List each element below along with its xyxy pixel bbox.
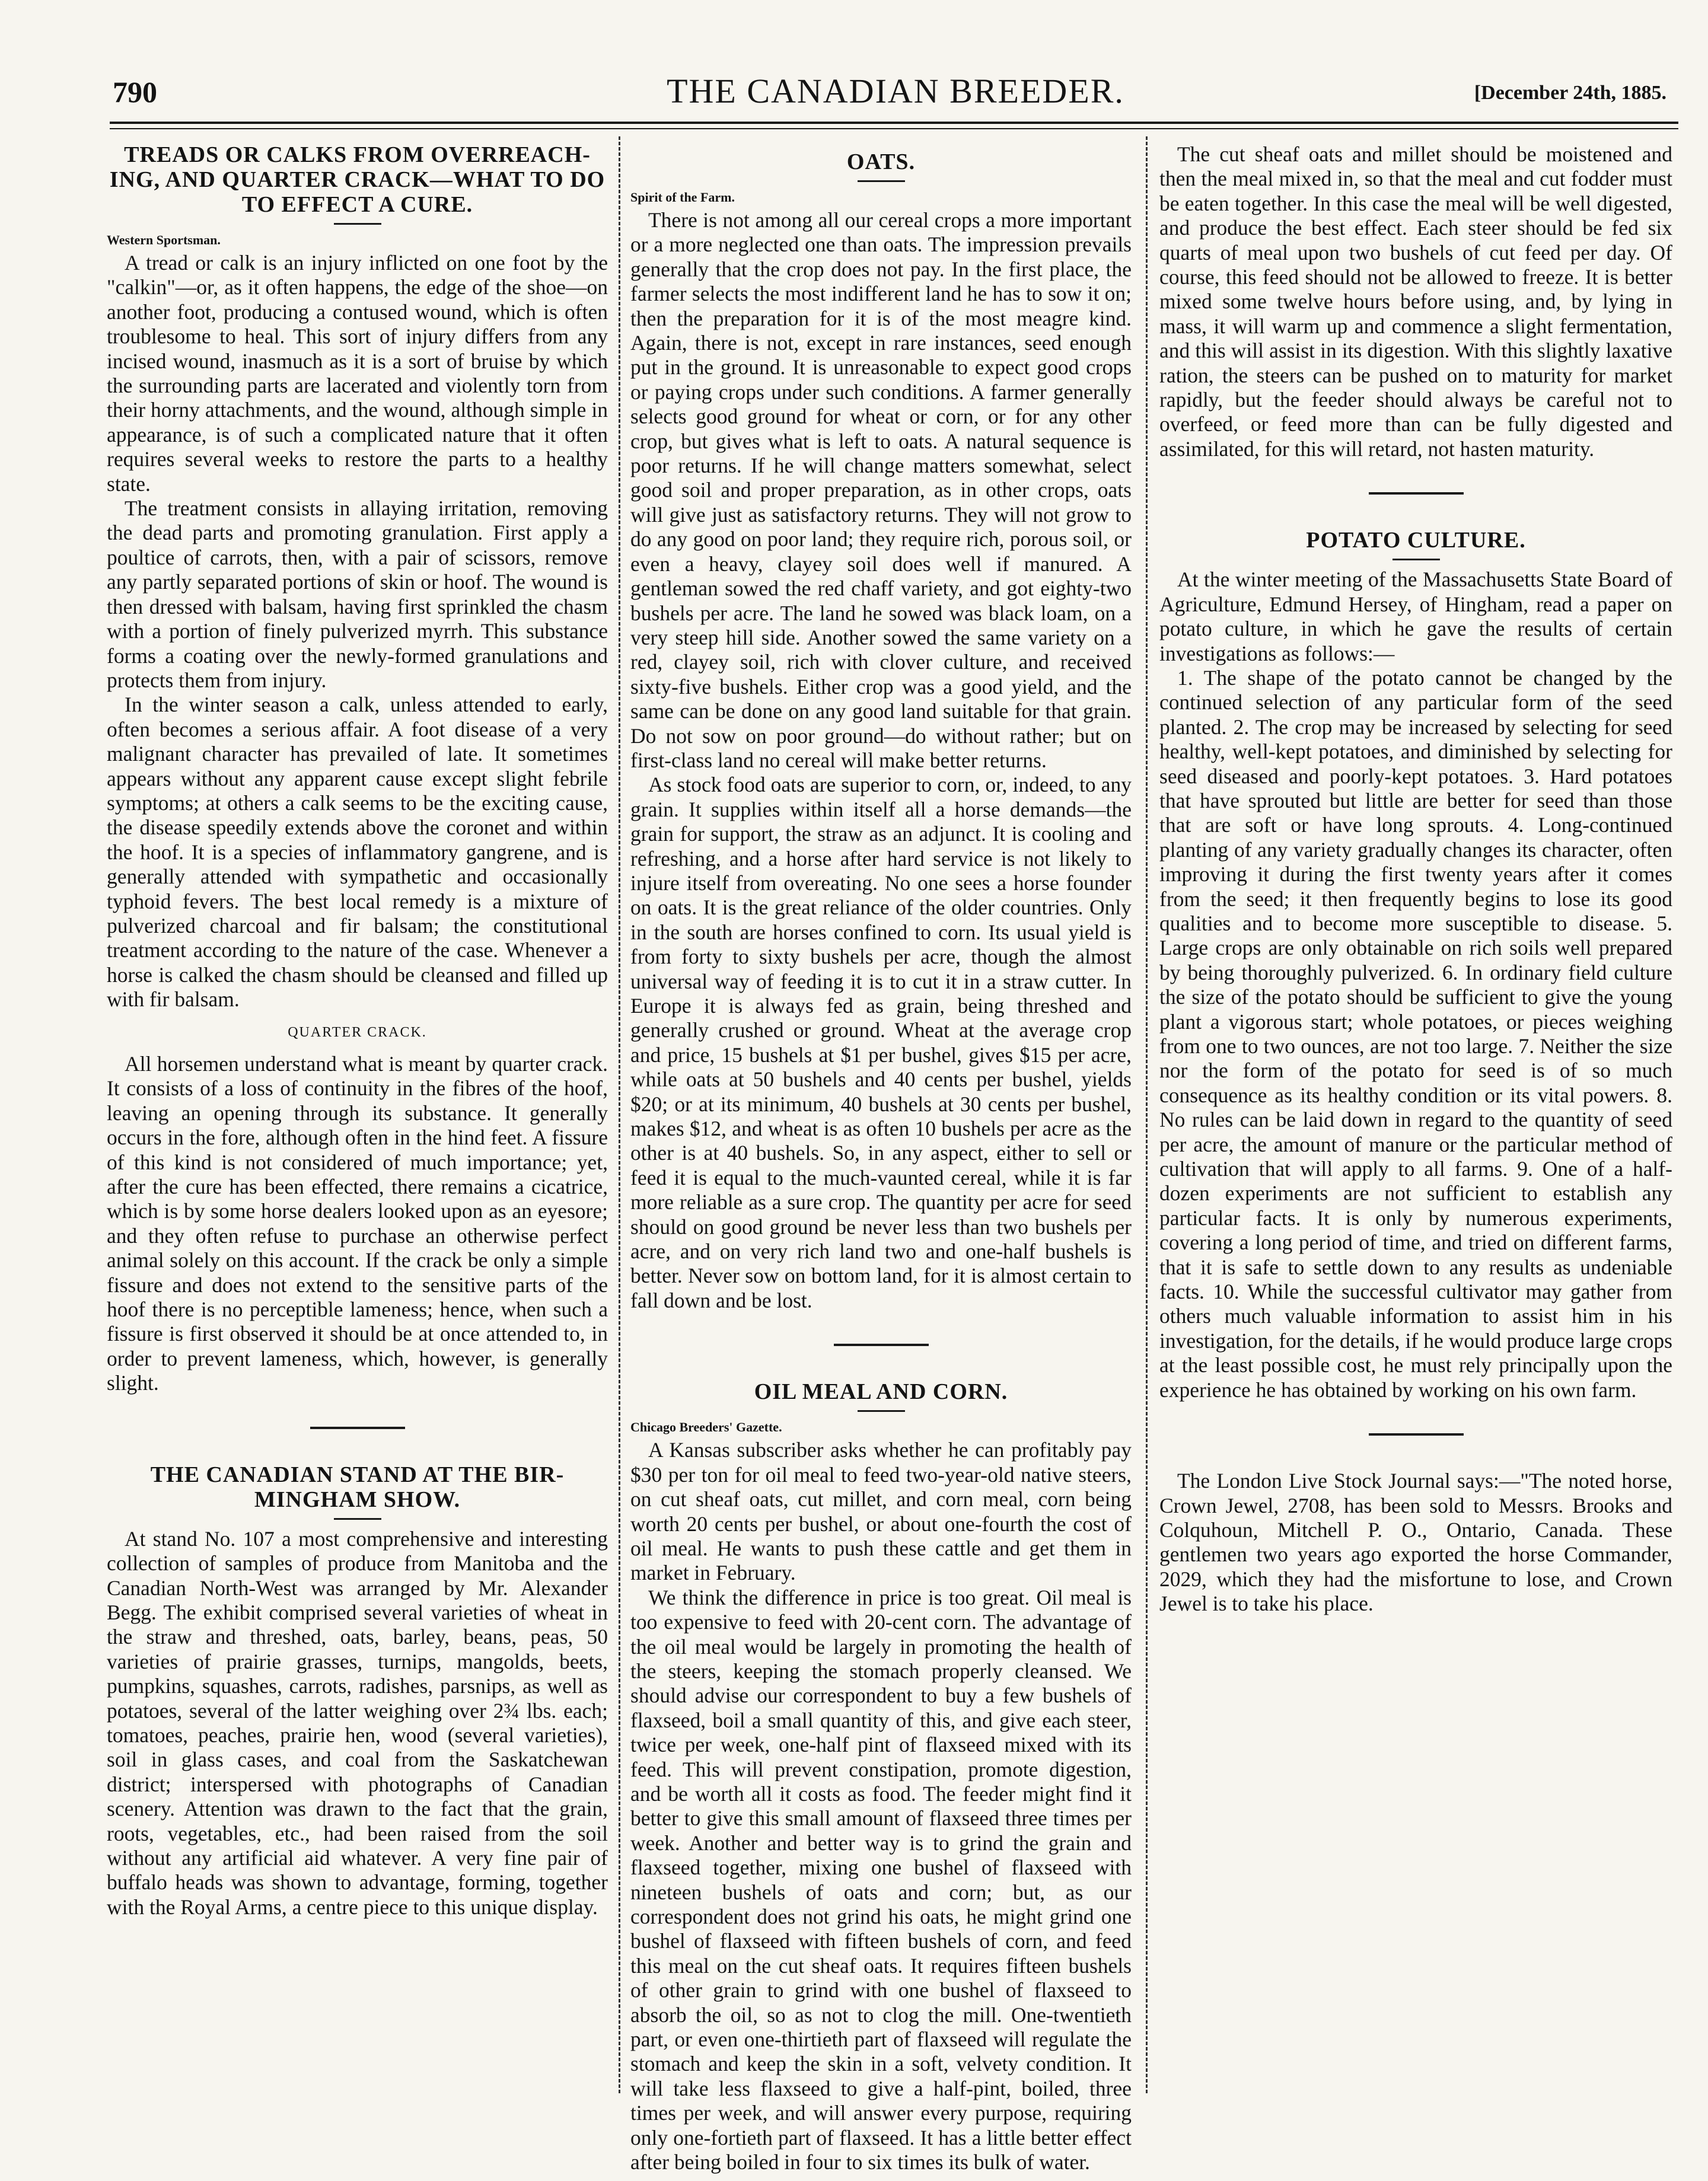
article-potato-culture <box>1159 528 1672 1402</box>
article-title: OATS. <box>846 149 916 174</box>
paragraph-continued: The cut sheaf oats and millet should be moistened and then the meal mixed in, so that the meal and cut fodder must be eaten together. In this case the meal will be well digested, and produce the best effect. Each steer should be fed six quarts of meal upon two bushels of cut feed per day. Of course, this feed should not be allowed to freeze. It is better mixed some twelve hours before using, and, by lying in mass, it will warm up and commence a slight fermentation, and this will assist in its digestion. With this slightly laxative ration, the steers can be pushed on to maturity for market rapidly, but the feeder should always be careful not to overfeed, or feed more than can be fully digested and assimilated, for this will retard, not hasten maturity. <box>1159 142 1672 461</box>
article-source: Chicago Breeders' Gazette. <box>630 1420 782 1435</box>
paragraph: A Kansas subscriber asks whether he can profitably pay $30 per ton for oil meal to feed two-year-old native steers, on cut sheaf oats, cut millet, and corn meal, corn being worth 20 cents per bushel, or about one-fourth the cost of oil meal. He wants to push these cattle and get them in market in February. <box>630 1438 1132 1585</box>
paragraph: At the winter meeting of the Massachusetts State Board of Agriculture, Edmund Hersey, of Hingham, read a paper on potato culture, in which he gave the results of certain investigations as follows:— <box>1159 567 1672 665</box>
article-title: OIL MEAL AND CORN. <box>754 1379 1008 1405</box>
article-separator <box>1369 1433 1464 1436</box>
article-title: THE CANADIAN STAND AT THE BIR- MINGHAM SHOW. <box>150 1462 565 1512</box>
column-1 <box>107 142 608 1919</box>
article-source: Western Sportsman. <box>107 232 221 247</box>
article-oil-meal <box>630 1379 1132 2174</box>
header-rule <box>110 122 1678 124</box>
title-rule <box>858 1410 905 1412</box>
paragraph: All horsemen understand what is meant by quarter crack. It consists of a loss of continuity in the fibres of the hoof, leaving an opening through its substance. It generally occurs in the fore, although often in the hind feet. A fissure of this kind is not considered of much importance; yet, after the cure has been effected, there remains a cicatrice, which is by some horse dealers looked upon as an eyesore; and they often refuse to purchase an otherwise perfect animal solely on this account. If the crack be only a simple fissure and does not extend to the sensitive parts of the hoof there is no perceptible lameness; hence, when such a fissure is first observed it should be at once attended to, in order to prevent lameness, which, however, is generally slight. <box>107 1052 608 1395</box>
title-rule <box>334 1518 381 1520</box>
article-title: TREADS OR CALKS FROM OVERREACH- ING, AND QUARTER CRACK—WHAT TO DO TO EFFECT A CURE. <box>109 142 606 217</box>
issue-date: [December 24th, 1885. <box>1474 82 1666 104</box>
column-2 <box>630 142 1132 2174</box>
article-oats <box>630 149 1132 1313</box>
page-number: 790 <box>113 75 157 109</box>
paragraph: The London Live Stock Journal says:—"The noted horse, Crown Jewel, 2708, has been sold to Messrs. Brooks and Colquhoun, Mitchell P. O., Ontario, Canada. These gentlemen two years ago exported the horse Commander, 2029, which they had the misfortune to lose, and Crown Jewel is to take his place. <box>1159 1469 1672 1616</box>
column-divider <box>1146 136 1148 2093</box>
column-divider <box>619 136 620 2093</box>
article-separator <box>834 1344 929 1346</box>
title-rule <box>858 180 905 182</box>
title-rule <box>334 223 381 225</box>
article-source: Spirit of the Farm. <box>630 190 735 205</box>
article-canadian-stand <box>107 1462 608 1920</box>
column-3 <box>1159 142 1672 1616</box>
article-title: POTATO CULTURE. <box>1306 528 1526 553</box>
paragraph: There is not among all our cereal crops a more important or a more neglected one than oats. The impression prevails generally that the crop does not pay. In the first place, the farmer selects the most indifferent land he has to sow it on; then the preparation for it is of the most meagre kind. Again, there is not, except in rare instances, seed enough put in the ground. It is unreasonable to expect good crops or paying crops under such conditions. A farmer generally selects good ground for wheat or corn, or for any other crop, but gives what is left to oats. A natural sequence is poor returns. If he will change matters somewhat, select good soil and proper preparation, as in other crops, oats will give just as satisfactory returns. They will not grow to do any good on poor land; they require rich, porous soil, or even a heavy, clayey soil does well if manured. A gentleman sowed the red chaff variety, and got eighty-two bushels per acre. The land he sowed was black loam, on a very steep hill side. Another sowed the same variety on a red, clayey soil, rich with clover culture, and received sixty-five bushels. Either crop was a good yield, and the same can be done on any good land suitable for that grain. Do not sow on poor ground—do without rather; but on first-class land no cereal will make better returns. <box>630 208 1132 772</box>
paragraph: The treatment consists in allaying irritation, removing the dead parts and promoting granulation. First apply a poultice of carrots, then, with a pair of scissors, remove any partly separated portions of skin or hoof. The wound is then dressed with balsam, having first sprinkled the chasm with a portion of finely pulverized myrrh. This substance forms a coating over the newly-formed granulations and protects them from injury. <box>107 496 608 692</box>
masthead-title: THE CANADIAN BREEDER. <box>667 72 1124 110</box>
subheading: QUARTER CRACK. <box>288 1024 427 1040</box>
article-separator <box>1369 492 1464 495</box>
article-treads-calks <box>107 142 608 1396</box>
page-header <box>113 71 1678 119</box>
paragraph: A tread or calk is an injury inflicted on one foot by the "calkin"—or, as it often happens, the edge of the shoe—on another foot, producing a contused wound, which is often troublesome to heal. This sort of injury differs from any incised wound, inasmuch as it is a sort of bruise by which the surrounding parts are lacerated and violently torn from their horny attachments, and the wound, although simple in appearance, is of such a complicated nature that it often requires several weeks to restore the parts to a healthy state. <box>107 251 608 496</box>
header-rule-thin <box>110 128 1678 129</box>
article-live-stock-journal <box>1159 1469 1672 1616</box>
paragraph: At stand No. 107 a most comprehensive and interesting collection of samples of produce from Manitoba and the Canadian North-West was arranged by Mr. Alexander Begg. The exhibit comprised several varieties of wheat in the straw and threshed, oats, barley, beans, peas, 50 varieties of prairie grasses, turnips, mangolds, beets, pumpkins, squashes, carrots, radishes, parsnips, as well as potatoes, several of the latter weighing over 2¾ lbs. each; tomatoes, peaches, prairie hen, wood (several varieties), soil in glass cases, and coal from the Saskatchewan district; interspersed with photographs of Canadian scenery. Attention was drawn to the fact that the grain, roots, vegetables, etc., had been raised from the soil without any artificial aid whatever. A very fine pair of buffalo heads was shown to advantage, forming, together with the Royal Arms, a centre piece to this unique display. <box>107 1526 608 1919</box>
title-rule <box>1392 559 1440 560</box>
paragraph: As stock food oats are superior to corn, or, indeed, to any grain. It supplies within itself all a horse demands—the grain for support, the straw as an adjunct. It is cooling and refreshing, and a horse after hard service is not likely to injure itself from overeating. No one sees a horse founder on oats. It is the great reliance of the older countries. Only in the south are horses confined to corn. Its usual yield is from forty to sixty bushels per acre, though the almost universal way of feeding it is to cut it in a straw cutter. In Europe it is always fed as grain, being threshed and generally crushed or ground. Wheat at the average crop and price, 15 bushels at $1 per bushel, gives $15 per acre, while oats at 50 bushels and 40 cents per bushel, yields $20; or at its minimum, 40 bushels at 30 cents per bushel, makes $12, and wheat is as often 10 bushels per acre as the other is at 40 bushels. So, in any aspect, either to sell or feed it is equal to the much-vaunted cereal, while it is far more reliable as a sure crop. The quantity per acre for seed should on good ground be never less than two bushels per acre, and on very rich land two and one-half bushels is better. Never sow on bottom land, for it is almost certain to fall down and be lost. <box>630 773 1132 1312</box>
article-separator <box>310 1427 405 1429</box>
paragraph: We think the difference in price is too great. Oil meal is too expensive to feed with 20-cent corn. The advantage of the oil meal would be largely in promoting the health of the steers, keeping the stomach properly cleansed. We should advise our correspondent to buy a few bushels of flaxseed, boil a small quantity of this, and give each steer, twice per week, one-half pint of flaxseed mixed with its feed. This will prevent constipation, promote digestion, and be worth all it costs as food. The feeder might find it better to give this small amount of flaxseed three times per week. Another and better way is to grind the grain and flaxseed together, mixing one bushel of flaxseed with nineteen bushels of oats and corn; but, as our correspondent does not grind his oats, he might grind one bushel of flaxseed with fifteen bushels of corn, and feed this meal on the cut sheaf oats. It requires fifteen bushels of other grain to grind with one bushel of flaxseed to absorb the oil, so as not to clog the mill. One-twentieth part, or even one-thirtieth part of flaxseed will regulate the stomach and keep the skin in a soft, velvety condition. It will take less flaxseed to give a half-pint, boiled, three times per week, and will answer every purpose, requiring only one-fortieth part of flaxseed. It has a little better effect after being boiled in four to six times its bulk of water. <box>630 1585 1132 2174</box>
paragraph: In the winter season a calk, unless attended to early, often becomes a serious affair. A foot disease of a very malignant character has prevailed of late. It sometimes appears without any apparent cause except slight febrile symptoms; at others a calk seems to be the exciting cause, the disease speedily extends above the coronet and within the hoof. It is a species of inflammatory gangrene, and is generally attended with sympathetic and occasionally typhoid fevers. The best local remedy is a mixture of pulverized charcoal and fir balsam; the constitutional treatment according to the nature of the case. Whenever a horse is calked the chasm should be cleansed and filled up with fir balsam. <box>107 693 608 1012</box>
paragraph: 1. The shape of the potato cannot be changed by the continued selection of any particular form of the seed planted. 2. The crop may be increased by selecting for seed healthy, well-kept potatoes, and diminished by selecting for seed diseased and poorly-kept potatoes. 3. Hard potatoes that have sprouted but little are better for seed than those that are soft or have long sprouts. 4. Long-continued planting of any variety gradually changes its character, often improving it during the first twenty years after it comes from the seed; it then frequently begins to lose its good qualities and to become more susceptible to disease. 5. Large crops are only obtainable on rich soils well prepared by being thoroughly pulverized. 6. In ordinary field culture the size of the potato should be sufficient to give the young plant a vigorous start; whole potatoes, or pieces weighing from one to two ounces, are not too large. 7. Neither the size nor the form of the potato for seed is of so much consequence as its healthy condition or its vital powers. 8. No rules can be laid down in regard to the quantity of seed per acre, the amount of manure or the particular method of cultivation that will apply to all farms. 9. One of a half-dozen experiments are not sufficient to establish any particular facts. It is only by numerous experiments, covering a long period of time, and tried on different farms, that it is safe to settle down to any results as undeniable facts. 10. While the successful cultivator may gather from others much valuable information to assist him in his investigation, for the details, if he would produce large crops at the least possible cost, he must rely principally upon the experience he has obtained by working on his own farm. <box>1159 665 1672 1402</box>
